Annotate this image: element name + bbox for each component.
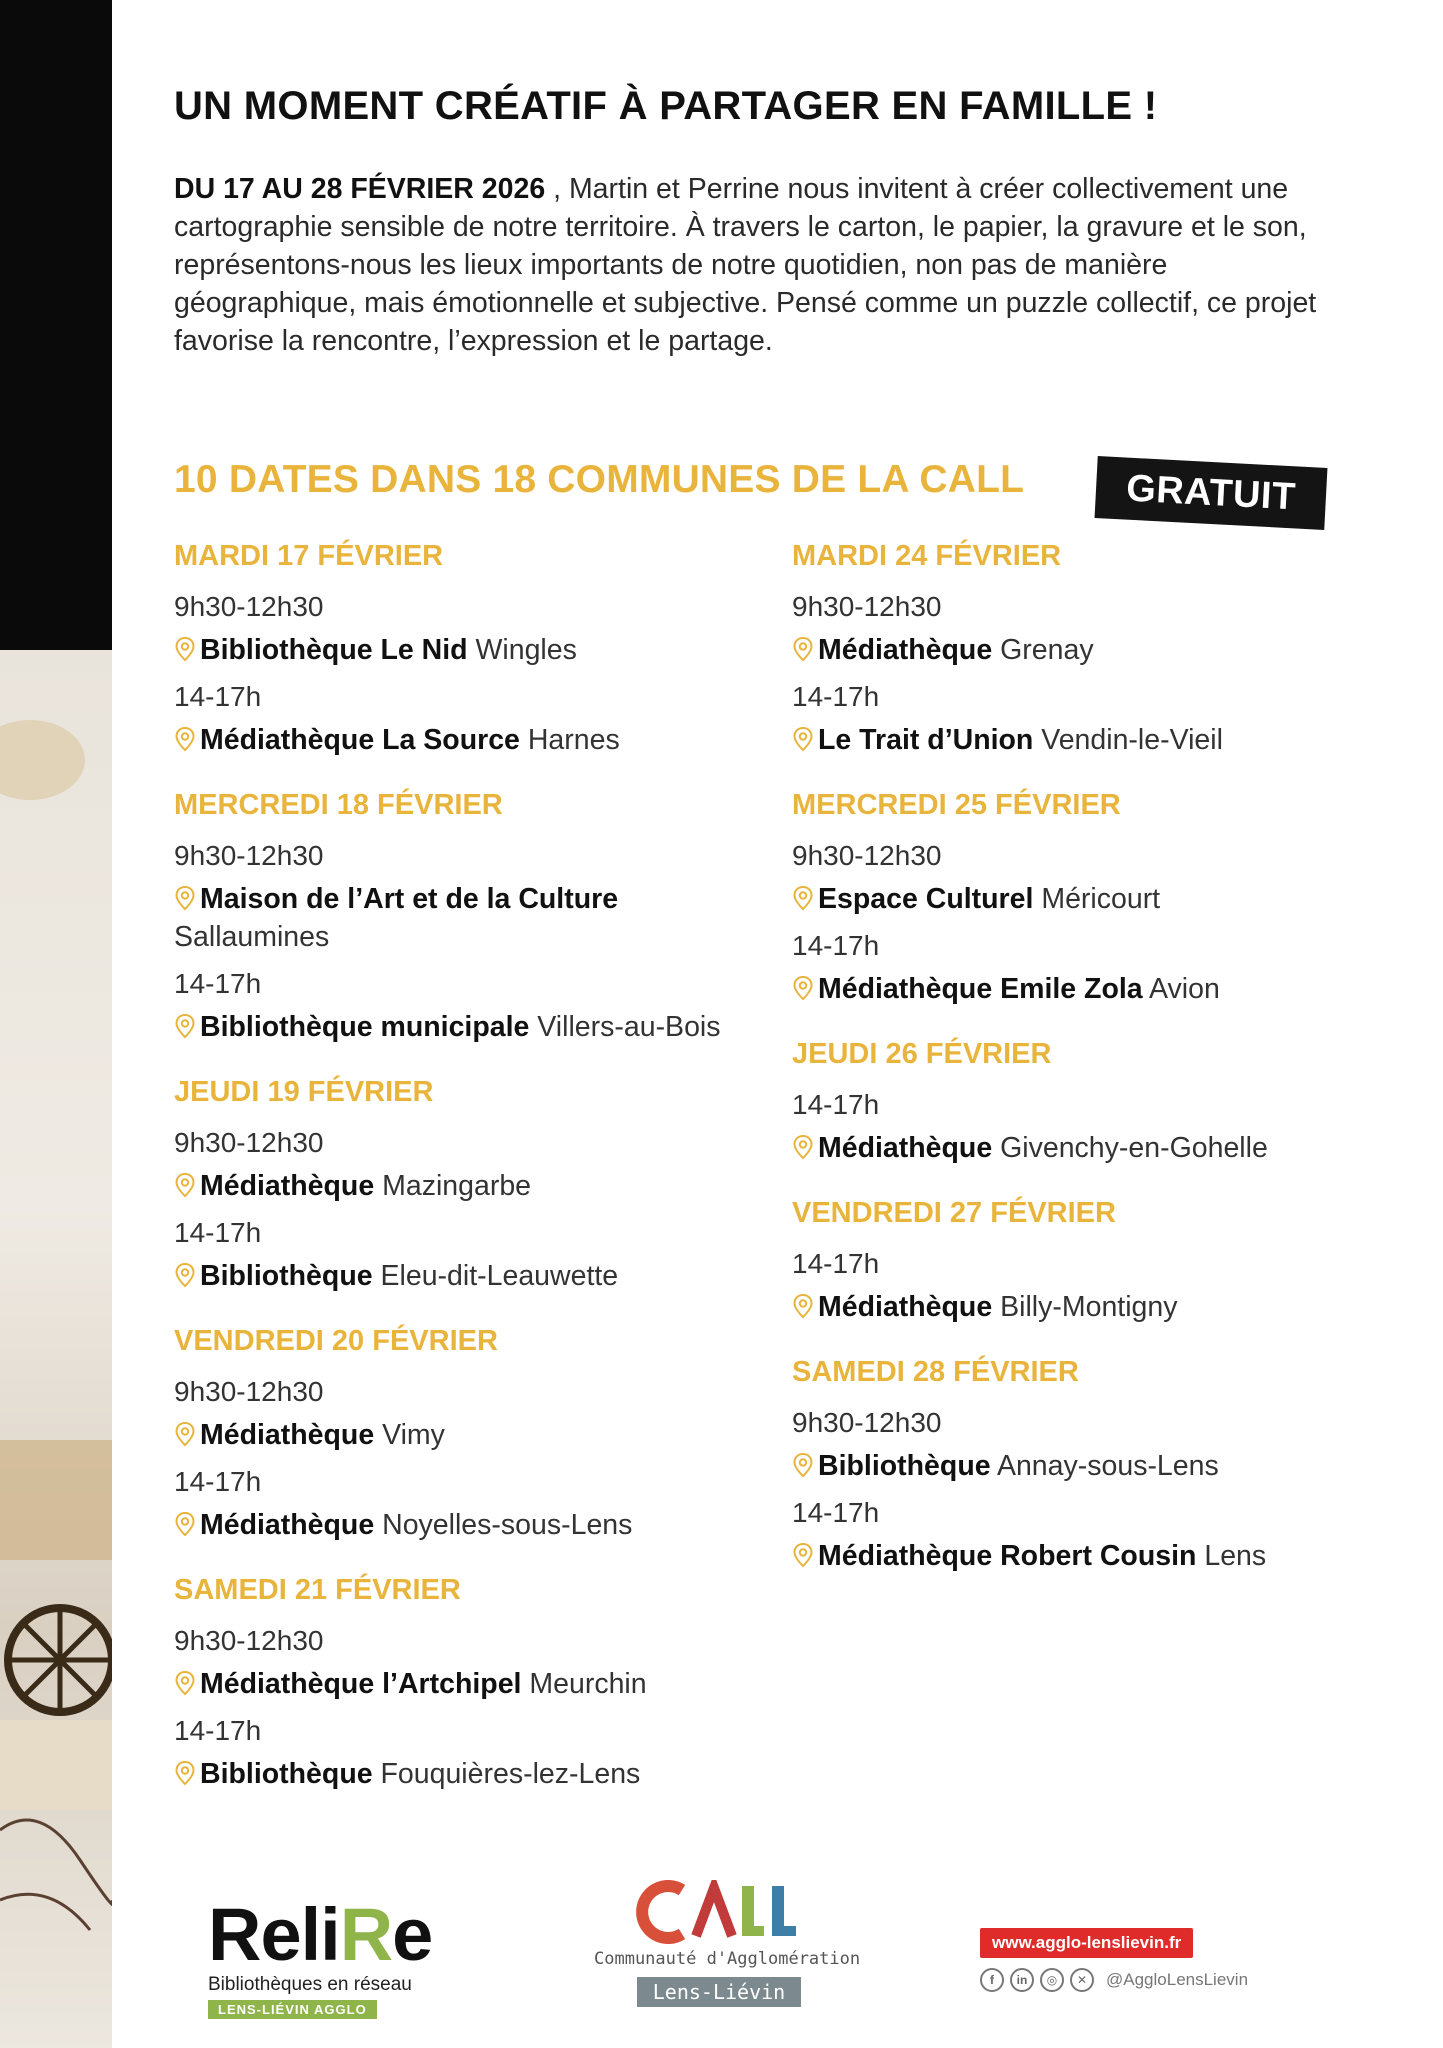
venue: [792, 721, 1372, 759]
intro-dates: DU 17 AU 28 FÉVRIER 2026: [174, 173, 546, 205]
venue: [174, 1257, 754, 1295]
location-pin-icon: [174, 1262, 196, 1288]
location-pin-icon: [792, 1134, 814, 1160]
day-block: [174, 1325, 754, 1544]
call-logo-mark: [634, 1880, 804, 1944]
intro-text: , Martin et Perrine nous invitent à créer collectivement une cartographie sensible de notre territoire. À travers le carton, le papier, la gravure et le son, représentons-nous les lieux importants de notre quotidien, non pas de manière géographique, mais émotionnelle et subjective. Pensé comme un puzzle collectif, ce projet favorise la rencontre, l’expression et le partage.: [174, 173, 1317, 357]
free-badge: GRATUIT: [1095, 456, 1328, 530]
page-title: UN MOMENT CRÉATIF À PARTAGER EN FAMILLE !: [174, 84, 1158, 128]
location-pin-icon: [174, 1670, 196, 1696]
venue-name: Médiathèque: [200, 1419, 375, 1451]
location-pin-icon: [792, 726, 814, 752]
instagram-icon[interactable]: ◎: [1040, 1968, 1064, 1992]
venue-city: Mazingarbe: [382, 1170, 532, 1202]
venue-city: Avion: [1149, 973, 1220, 1005]
day-title: MARDI 24 FÉVRIER: [792, 540, 1062, 572]
session-time: 9h30-12h30: [174, 591, 324, 622]
venue-name: Médiathèque: [818, 634, 993, 666]
session-time: 14-17h: [792, 1248, 880, 1279]
venue-name: Médiathèque: [200, 1509, 375, 1541]
section-title: 10 DATES DANS 18 COMMUNES DE LA CALL: [174, 458, 1025, 501]
session-time: 14-17h: [174, 1715, 262, 1746]
linkedin-icon[interactable]: in: [1010, 1968, 1034, 1992]
venue-city: Meurchin: [529, 1668, 647, 1700]
venue-name: Médiathèque l’Artchipel: [200, 1668, 522, 1700]
session-time: 14-17h: [174, 968, 262, 999]
location-pin-icon: [174, 885, 196, 911]
day-title: VENDREDI 20 FÉVRIER: [174, 1325, 498, 1357]
venue-city: Harnes: [527, 724, 620, 756]
venue-name: Le Trait d’Union: [818, 724, 1034, 756]
venue-name: Médiathèque: [200, 1170, 375, 1202]
venue: [792, 1129, 1372, 1167]
session-time: 14-17h: [174, 1466, 262, 1497]
venue-name: Bibliothèque: [818, 1450, 991, 1482]
location-pin-icon: [792, 636, 814, 662]
location-pin-icon: [792, 1452, 814, 1478]
venue-name: Bibliothèque municipale: [200, 1011, 530, 1043]
session-time: 9h30-12h30: [792, 591, 942, 622]
day-block: [174, 789, 754, 1046]
venue-city: Noyelles-sous-Lens: [382, 1509, 633, 1541]
relire-tag: LENS-LIÉVIN AGGLO: [208, 2000, 377, 2019]
session-time: 9h30-12h30: [174, 1127, 324, 1158]
venue: [792, 631, 1372, 669]
schedule-left-column: [174, 540, 754, 1823]
session-time: 14-17h: [174, 1217, 262, 1248]
venue-name: Médiathèque Emile Zola: [818, 973, 1143, 1005]
location-pin-icon: [792, 975, 814, 1001]
social-links: [980, 1968, 1248, 1992]
venue-city: Grenay: [1000, 634, 1094, 666]
call-logo: [594, 1880, 861, 2007]
social-handle: @AggloLensLievin: [1106, 1970, 1249, 1989]
intro-paragraph: [174, 170, 1334, 360]
day-block: [174, 540, 754, 759]
venue-name: Médiathèque Robert Cousin: [818, 1540, 1197, 1572]
location-pin-icon: [174, 636, 196, 662]
location-pin-icon: [174, 726, 196, 752]
day-title: SAMEDI 28 FÉVRIER: [792, 1356, 1079, 1388]
location-pin-icon: [174, 1760, 196, 1786]
call-subtitle: Communauté d'Agglomération: [594, 1949, 861, 1969]
facebook-icon[interactable]: f: [980, 1968, 1004, 1992]
session-time: 9h30-12h30: [174, 1376, 324, 1407]
session-time: 14-17h: [174, 681, 262, 712]
venue: [792, 1447, 1372, 1485]
venue-city: Vimy: [382, 1419, 445, 1451]
venue-name: Médiathèque La Source: [200, 724, 520, 756]
day-title: JEUDI 19 FÉVRIER: [174, 1076, 434, 1108]
session-time: 14-17h: [792, 1497, 880, 1528]
venue-city: Eleu-dit-Leauwette: [380, 1260, 619, 1292]
call-tag: Lens-Liévin: [637, 1977, 801, 2007]
venue-name: Bibliothèque: [200, 1260, 373, 1292]
location-pin-icon: [792, 1293, 814, 1319]
session-time: 14-17h: [792, 930, 880, 961]
venue-city: Annay-sous-Lens: [996, 1450, 1219, 1482]
session-time: 14-17h: [792, 1089, 880, 1120]
venue: [174, 1416, 754, 1454]
venue-name: Maison de l’Art et de la Culture: [200, 883, 619, 915]
day-title: MERCREDI 18 FÉVRIER: [174, 789, 503, 821]
session-time: 9h30-12h30: [174, 1625, 324, 1656]
relire-subtitle: Bibliothèques en réseau: [208, 1974, 412, 1995]
session-time: 9h30-12h30: [792, 840, 942, 871]
venue-name: Bibliothèque: [200, 1758, 373, 1790]
venue: [792, 1537, 1372, 1575]
venue-city: Lens: [1204, 1540, 1267, 1572]
day-title: MERCREDI 25 FÉVRIER: [792, 789, 1121, 821]
day-block: [792, 1038, 1372, 1167]
session-time: 14-17h: [792, 681, 880, 712]
venue: [174, 1167, 754, 1205]
paper-wheel-illustration: [0, 0, 112, 2048]
venue: [174, 721, 754, 759]
day-block: [792, 1356, 1372, 1575]
day-block: [174, 1574, 754, 1793]
venue-city: Sallaumines: [174, 921, 330, 953]
day-block: [792, 540, 1372, 759]
location-pin-icon: [174, 1172, 196, 1198]
venue-city: Givenchy-en-Gohelle: [1000, 1132, 1268, 1164]
venue-city: Villers-au-Bois: [537, 1011, 721, 1043]
venue-name: Bibliothèque Le Nid: [200, 634, 468, 666]
location-pin-icon: [174, 1511, 196, 1537]
location-pin-icon: [792, 885, 814, 911]
venue-city: Fouquières-lez-Lens: [380, 1758, 641, 1790]
venue: [792, 970, 1372, 1008]
session-time: 9h30-12h30: [792, 1407, 942, 1438]
venue-name: Médiathèque: [818, 1132, 993, 1164]
venue: [174, 880, 754, 956]
venue-city: Billy-Montigny: [1000, 1291, 1178, 1323]
venue-city: Vendin-le-Vieil: [1041, 724, 1223, 756]
venue: [174, 1665, 754, 1703]
location-pin-icon: [792, 1542, 814, 1568]
day-title: SAMEDI 21 FÉVRIER: [174, 1574, 461, 1606]
day-block: [792, 1197, 1372, 1326]
venue: [174, 1506, 754, 1544]
relire-wordmark: ReliRe: [208, 1893, 433, 1976]
day-block: [792, 789, 1372, 1008]
venue: [174, 1755, 754, 1793]
venue: [174, 1008, 754, 1046]
venue-city: Méricourt: [1041, 883, 1161, 915]
location-pin-icon: [174, 1421, 196, 1447]
x-icon[interactable]: ✕: [1070, 1968, 1094, 1992]
day-title: VENDREDI 27 FÉVRIER: [792, 1197, 1116, 1229]
schedule-right-column: [792, 540, 1372, 1605]
venue: [792, 1288, 1372, 1326]
session-time: 9h30-12h30: [174, 840, 324, 871]
venue: [792, 880, 1372, 918]
day-title: MARDI 17 FÉVRIER: [174, 540, 444, 572]
side-photo: [0, 0, 112, 2048]
venue-name: Médiathèque: [818, 1291, 993, 1323]
venue-name: Espace Culturel: [818, 883, 1034, 915]
location-pin-icon: [174, 1013, 196, 1039]
venue: [174, 631, 754, 669]
day-title: JEUDI 26 FÉVRIER: [792, 1038, 1052, 1070]
venue-city: Wingles: [475, 634, 577, 666]
relire-logo: [208, 1893, 438, 2019]
website-link[interactable]: www.agglo-lenslievin.fr: [980, 1928, 1193, 1958]
day-block: [174, 1076, 754, 1295]
